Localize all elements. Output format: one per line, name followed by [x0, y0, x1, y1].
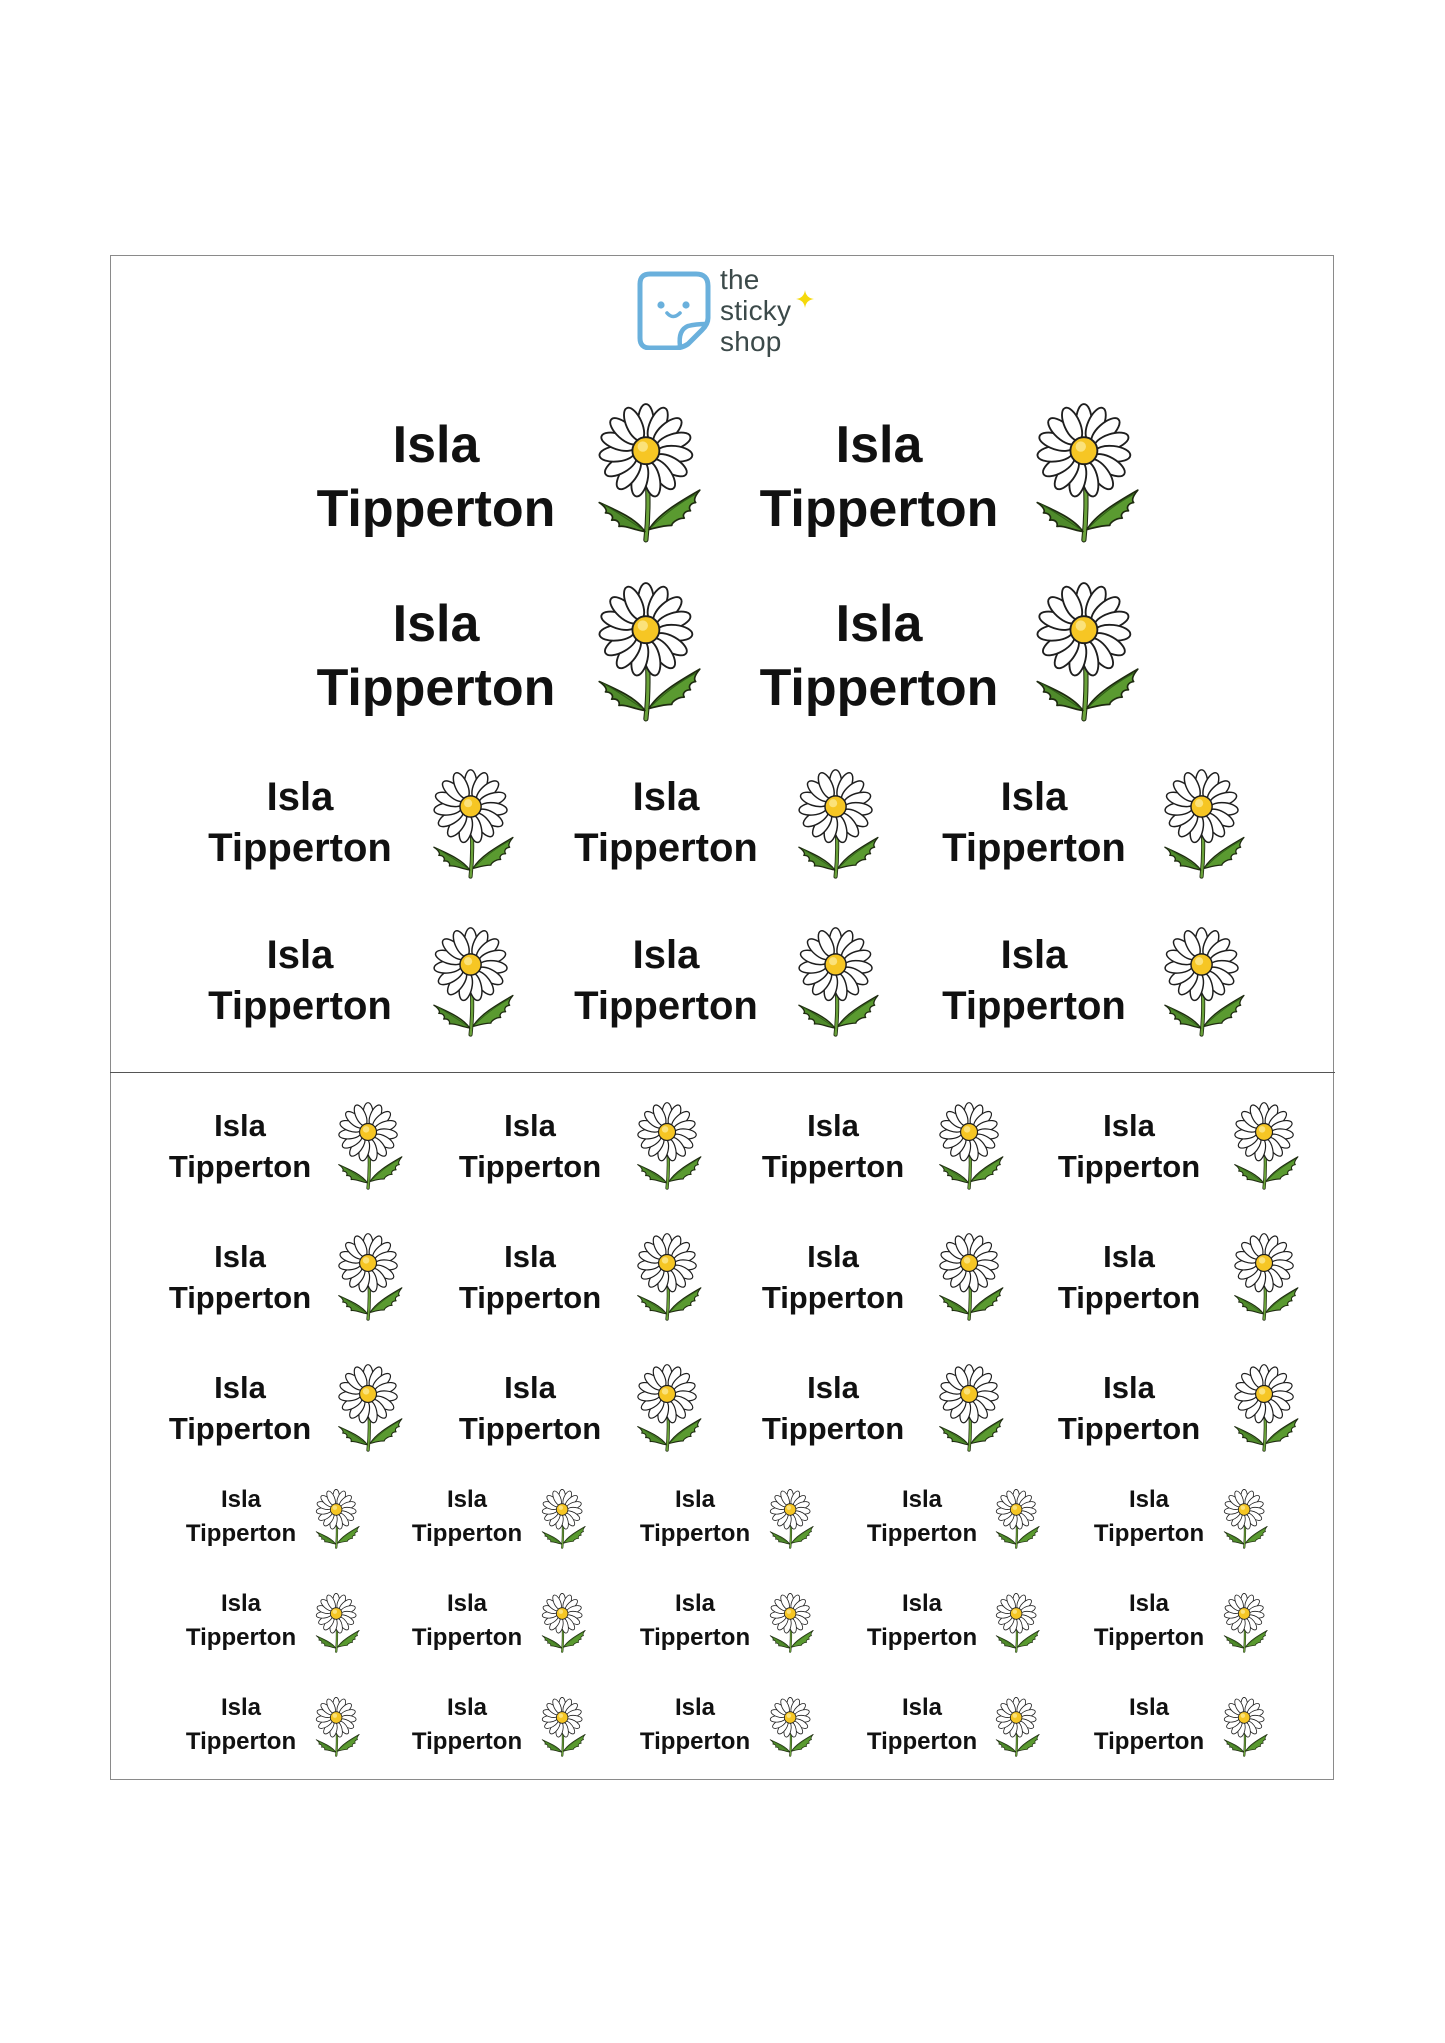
- first-name: Isla: [214, 1239, 266, 1274]
- daisy-flower-icon: [1223, 1489, 1268, 1549]
- daisy-flower-icon: [995, 1593, 1040, 1653]
- last-name: Tipperton: [866, 1624, 978, 1651]
- name-label: [867, 1587, 977, 1655]
- first-name: Isla: [392, 595, 480, 653]
- name-label: [1094, 1483, 1204, 1551]
- name-label: [317, 413, 556, 541]
- first-name: Isla: [807, 1108, 859, 1143]
- first-name: Isla: [446, 1694, 488, 1721]
- name-label: [169, 1367, 311, 1449]
- name-label: [459, 1105, 601, 1187]
- last-name: Tipperton: [1057, 1411, 1201, 1446]
- name-label: [942, 930, 1126, 1032]
- daisy-flower-icon: [636, 1233, 702, 1321]
- first-name: Isla: [901, 1486, 943, 1513]
- first-name: Isla: [632, 775, 700, 819]
- name-label: [169, 1236, 311, 1318]
- daisy-flower-icon: [337, 1102, 403, 1190]
- daisy-flower-icon: [541, 1697, 586, 1757]
- last-name: Tipperton: [1057, 1280, 1201, 1315]
- name-label: [867, 1691, 977, 1759]
- last-name: Tipperton: [168, 1411, 312, 1446]
- last-name: Tipperton: [316, 659, 556, 717]
- daisy-flower-icon: [636, 1102, 702, 1190]
- first-name: Isla: [632, 933, 700, 977]
- brand-logo: [636, 264, 826, 357]
- last-name: Tipperton: [639, 1728, 751, 1755]
- first-name: Isla: [266, 775, 334, 819]
- first-name: Isla: [504, 1108, 556, 1143]
- daisy-flower-icon: [315, 1697, 360, 1757]
- daisy-flower-icon: [315, 1489, 360, 1549]
- name-label: [317, 592, 556, 720]
- first-name: Isla: [835, 595, 923, 653]
- first-name: Isla: [1103, 1108, 1155, 1143]
- name-label: [186, 1587, 296, 1655]
- last-name: Tipperton: [411, 1624, 523, 1651]
- daisy-flower-icon: [432, 769, 514, 879]
- last-name: Tipperton: [458, 1280, 602, 1315]
- daisy-flower-icon: [315, 1593, 360, 1653]
- daisy-flower-icon: [597, 582, 701, 722]
- first-name: Isla: [674, 1694, 716, 1721]
- last-name: Tipperton: [168, 1149, 312, 1184]
- name-label: [459, 1367, 601, 1449]
- last-name: Tipperton: [1093, 1624, 1205, 1651]
- name-label: [459, 1236, 601, 1318]
- first-name: Isla: [1000, 933, 1068, 977]
- name-label: [412, 1691, 522, 1759]
- daisy-flower-icon: [797, 927, 879, 1037]
- last-name: Tipperton: [639, 1520, 751, 1547]
- name-label: [867, 1483, 977, 1551]
- first-name: Isla: [807, 1370, 859, 1405]
- last-name: Tipperton: [942, 984, 1126, 1028]
- name-label: [1058, 1236, 1200, 1318]
- name-label: [640, 1587, 750, 1655]
- name-label: [412, 1483, 522, 1551]
- last-name: Tipperton: [866, 1520, 978, 1547]
- daisy-flower-icon: [541, 1489, 586, 1549]
- last-name: Tipperton: [866, 1728, 978, 1755]
- section-divider: [110, 1072, 1335, 1073]
- first-name: Isla: [266, 933, 334, 977]
- brand-name-line-2: sticky: [720, 295, 792, 326]
- last-name: Tipperton: [761, 1411, 905, 1446]
- name-label: [1058, 1105, 1200, 1187]
- daisy-flower-icon: [597, 403, 701, 543]
- last-name: Tipperton: [411, 1728, 523, 1755]
- first-name: Isla: [220, 1590, 262, 1617]
- name-label: [208, 772, 392, 874]
- daisy-flower-icon: [432, 927, 514, 1037]
- last-name: Tipperton: [761, 1149, 905, 1184]
- first-name: Isla: [807, 1239, 859, 1274]
- daisy-flower-icon: [337, 1364, 403, 1452]
- daisy-flower-icon: [636, 1364, 702, 1452]
- name-label: [762, 1367, 904, 1449]
- first-name: Isla: [835, 416, 923, 474]
- name-label: [1094, 1691, 1204, 1759]
- daisy-flower-icon: [938, 1102, 1004, 1190]
- daisy-flower-icon: [769, 1489, 814, 1549]
- daisy-flower-icon: [995, 1697, 1040, 1757]
- name-label: [412, 1587, 522, 1655]
- daisy-flower-icon: [541, 1593, 586, 1653]
- last-name: Tipperton: [1057, 1149, 1201, 1184]
- daisy-flower-icon: [1233, 1364, 1299, 1452]
- name-label: [762, 1105, 904, 1187]
- daisy-flower-icon: [1035, 403, 1139, 543]
- first-name: Isla: [214, 1370, 266, 1405]
- name-label: [762, 1236, 904, 1318]
- daisy-flower-icon: [995, 1489, 1040, 1549]
- daisy-flower-icon: [1233, 1102, 1299, 1190]
- first-name: Isla: [1000, 775, 1068, 819]
- name-label: [169, 1105, 311, 1187]
- name-label: [186, 1483, 296, 1551]
- brand-name: [720, 264, 791, 357]
- first-name: Isla: [504, 1239, 556, 1274]
- name-label: [1094, 1587, 1204, 1655]
- first-name: Isla: [1103, 1370, 1155, 1405]
- last-name: Tipperton: [185, 1728, 297, 1755]
- name-label: [1058, 1367, 1200, 1449]
- last-name: Tipperton: [185, 1520, 297, 1547]
- last-name: Tipperton: [208, 826, 392, 870]
- daisy-flower-icon: [1035, 582, 1139, 722]
- last-name: Tipperton: [942, 826, 1126, 870]
- daisy-flower-icon: [938, 1364, 1004, 1452]
- first-name: Isla: [674, 1486, 716, 1513]
- last-name: Tipperton: [458, 1149, 602, 1184]
- daisy-flower-icon: [769, 1593, 814, 1653]
- first-name: Isla: [901, 1694, 943, 1721]
- last-name: Tipperton: [1093, 1520, 1205, 1547]
- last-name: Tipperton: [574, 826, 758, 870]
- first-name: Isla: [504, 1370, 556, 1405]
- first-name: Isla: [220, 1486, 262, 1513]
- first-name: Isla: [214, 1108, 266, 1143]
- name-label: [574, 772, 758, 874]
- name-label: [640, 1483, 750, 1551]
- last-name: Tipperton: [411, 1520, 523, 1547]
- first-name: Isla: [1128, 1590, 1170, 1617]
- daisy-flower-icon: [938, 1233, 1004, 1321]
- smiling-sticker-icon: [636, 270, 712, 350]
- brand-name-line-3: shop: [720, 326, 782, 357]
- name-label: [760, 413, 999, 541]
- last-name: Tipperton: [759, 659, 999, 717]
- first-name: Isla: [392, 416, 480, 474]
- daisy-flower-icon: [1223, 1593, 1268, 1653]
- last-name: Tipperton: [168, 1280, 312, 1315]
- name-label: [186, 1691, 296, 1759]
- last-name: Tipperton: [1093, 1728, 1205, 1755]
- daisy-flower-icon: [1163, 927, 1245, 1037]
- daisy-flower-icon: [1163, 769, 1245, 879]
- brand-name-line-1: the: [720, 264, 760, 295]
- daisy-flower-icon: [337, 1233, 403, 1321]
- first-name: Isla: [446, 1590, 488, 1617]
- daisy-flower-icon: [769, 1697, 814, 1757]
- last-name: Tipperton: [458, 1411, 602, 1446]
- sparkle-icon: [796, 290, 814, 308]
- first-name: Isla: [1103, 1239, 1155, 1274]
- name-label: [574, 930, 758, 1032]
- daisy-flower-icon: [1223, 1697, 1268, 1757]
- daisy-flower-icon: [797, 769, 879, 879]
- first-name: Isla: [901, 1590, 943, 1617]
- last-name: Tipperton: [759, 480, 999, 538]
- name-label: [640, 1691, 750, 1759]
- first-name: Isla: [446, 1486, 488, 1513]
- first-name: Isla: [220, 1694, 262, 1721]
- first-name: Isla: [1128, 1694, 1170, 1721]
- name-label: [760, 592, 999, 720]
- first-name: Isla: [674, 1590, 716, 1617]
- last-name: Tipperton: [574, 984, 758, 1028]
- name-label: [942, 772, 1126, 874]
- last-name: Tipperton: [761, 1280, 905, 1315]
- last-name: Tipperton: [639, 1624, 751, 1651]
- first-name: Isla: [1128, 1486, 1170, 1513]
- name-label: [208, 930, 392, 1032]
- last-name: Tipperton: [208, 984, 392, 1028]
- last-name: Tipperton: [185, 1624, 297, 1651]
- last-name: Tipperton: [316, 480, 556, 538]
- daisy-flower-icon: [1233, 1233, 1299, 1321]
